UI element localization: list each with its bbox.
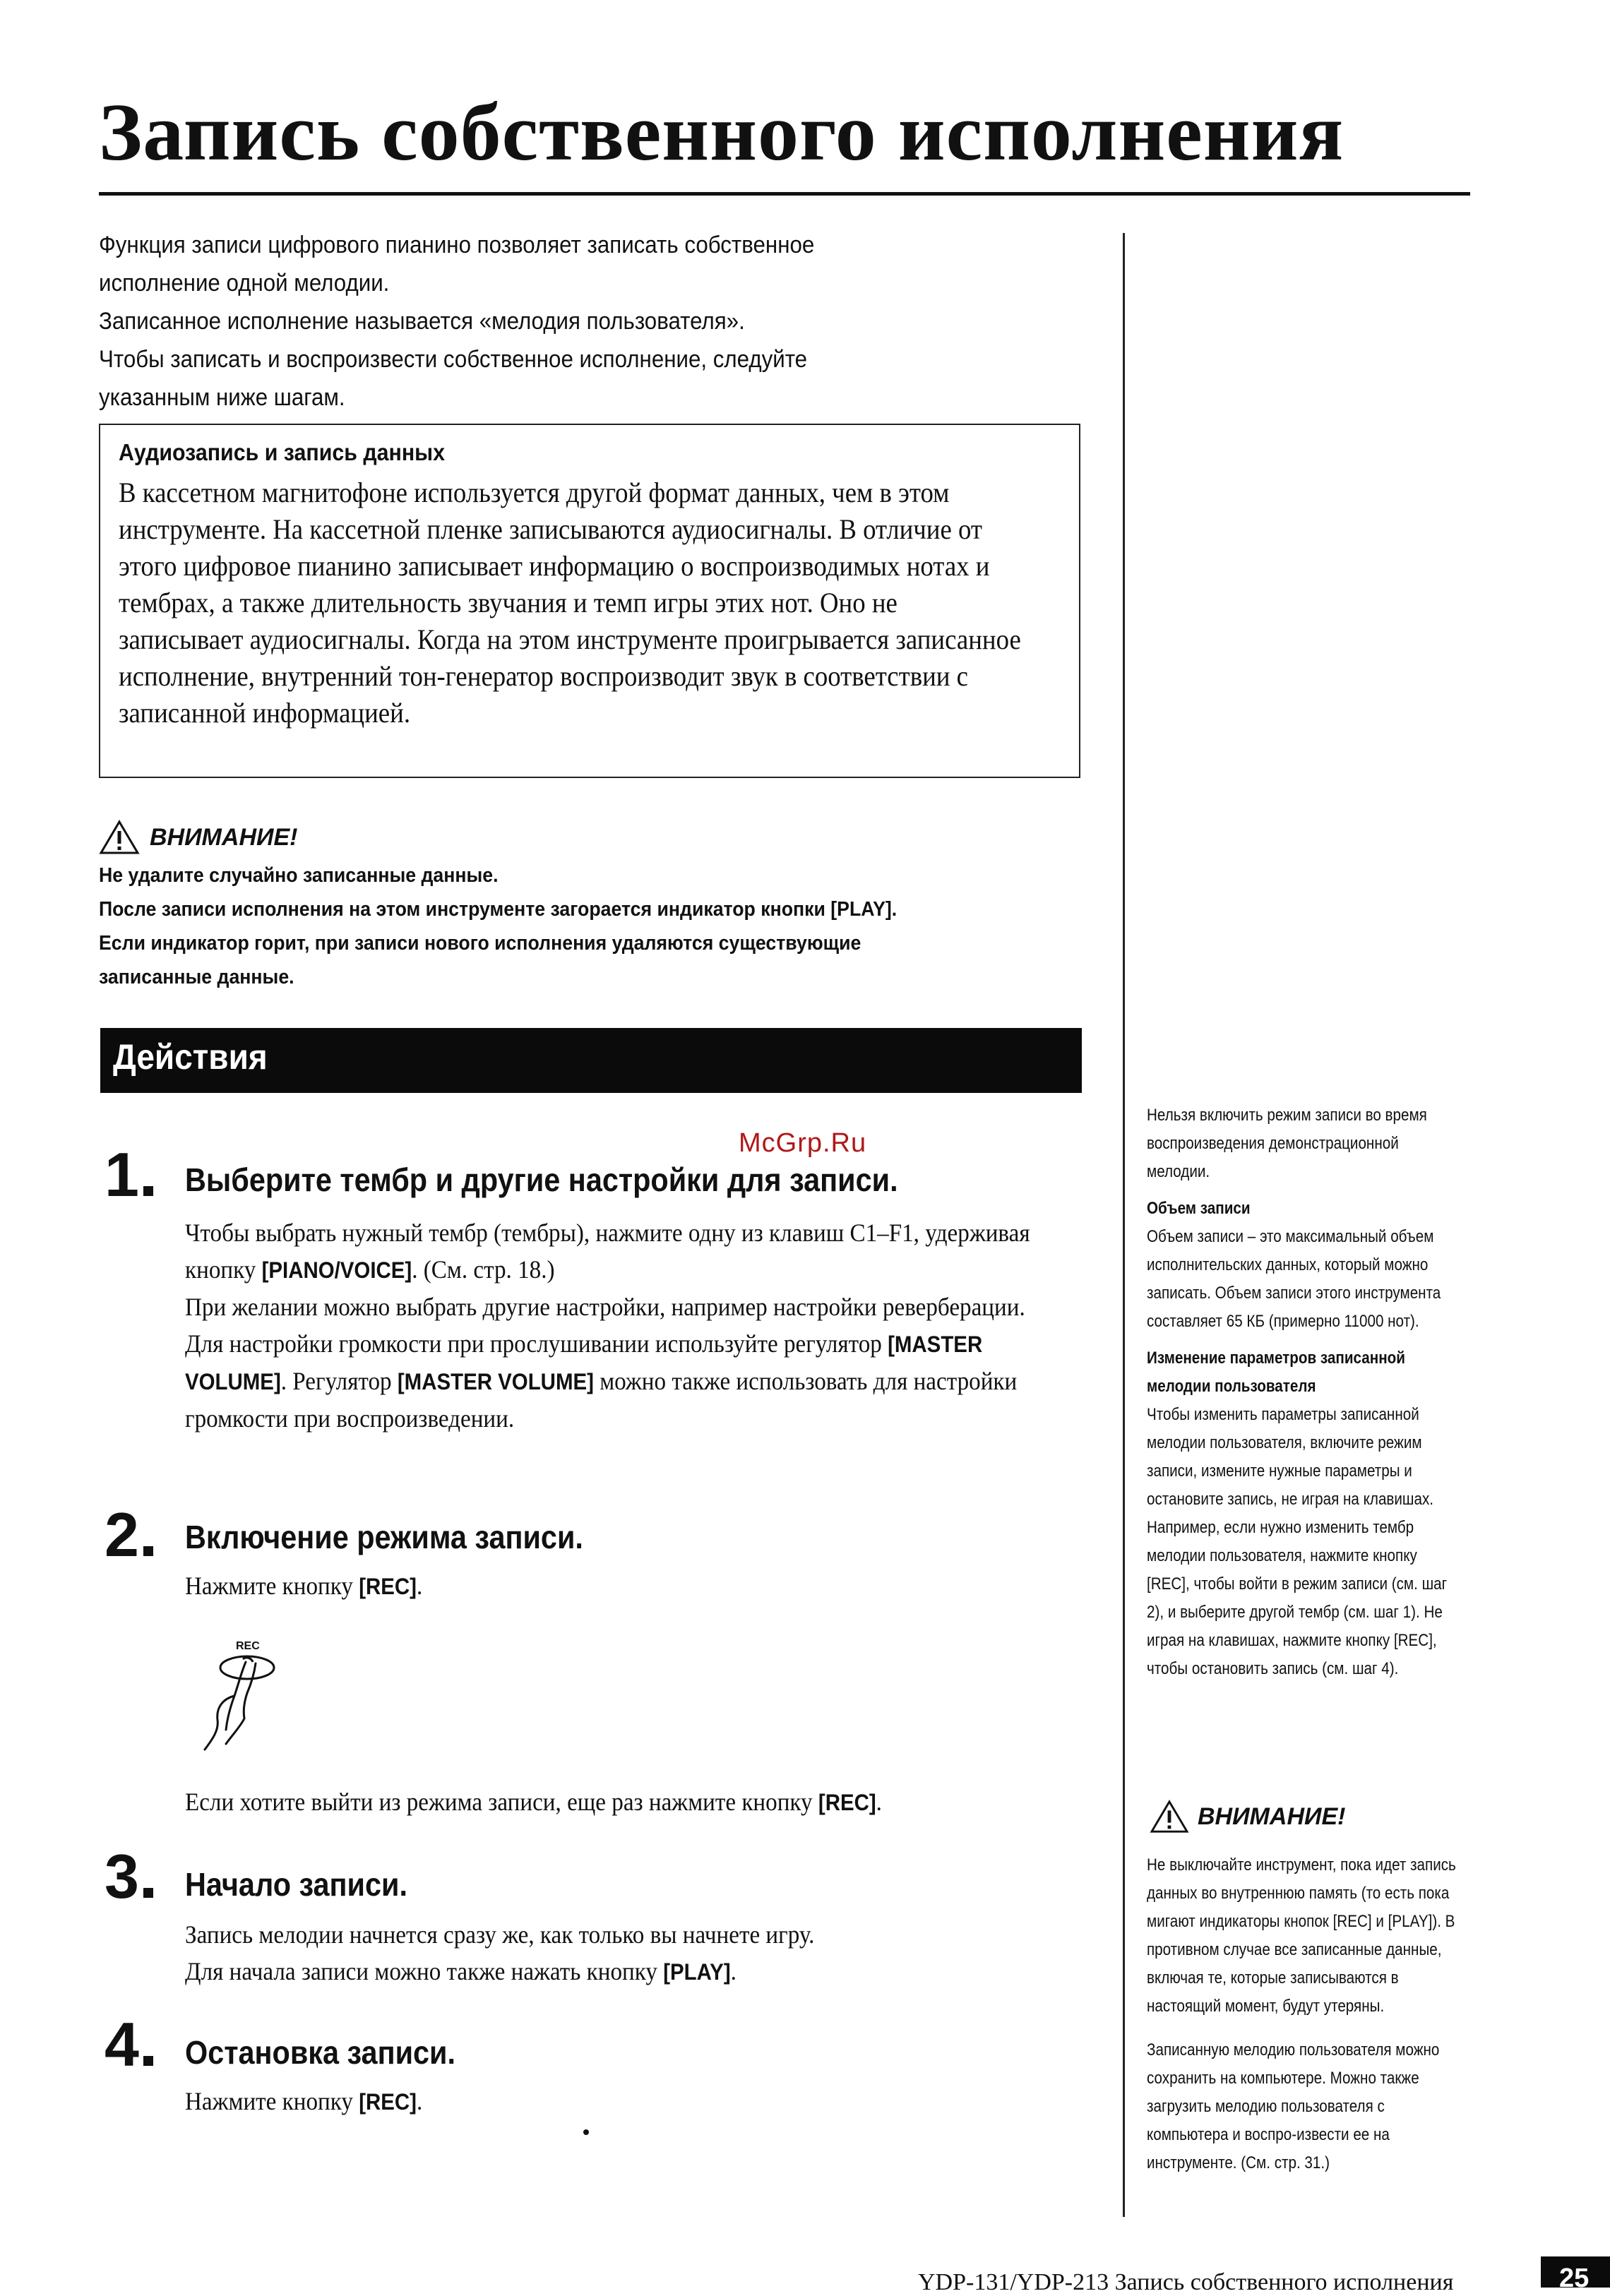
warning-body — [99, 859, 1021, 994]
text-run: Для настройки громкости при прослушивании используйте регулятор — [185, 1329, 888, 1358]
sidebar-warning-body: Не выключайте инструмент, пока идет запись данных во внутреннюю память (то есть пока мигают индикаторы кнопок [REC] и [PLAY]). В противном случае все записанные данные, включая те, которые записываются в настоящий момент, будут утеряны. — [1147, 1855, 1456, 2016]
step-paragraph — [185, 1783, 1068, 1821]
sidebar-note: Нельзя включить режим записи во время воспроизведения демонстрационной мелодии. — [1147, 1106, 1427, 1181]
step-paragraph — [185, 1567, 1068, 1605]
sidebar-note: Чтобы изменить параметры записанной мелодии пользователя, включите режим записи, измените нужные параметры и остановите запись, не играя на клавишах. Например, если нужно изменить тембр мелодии пользователя, нажмите кнопку [REC], чтобы войти в режим записи (см. шаг 2), и выберите другой тембр (см. шаг 1). Не играя на клавишах, нажмите кнопку [REC], чтобы остановить запись (см. шаг 4). — [1147, 1405, 1448, 1678]
step-paragraph — [185, 2083, 1068, 2120]
key-name: [MASTER VOLUME] — [397, 1369, 594, 1394]
title-rule — [99, 192, 1470, 196]
rec-button-press-illustration — [177, 1631, 304, 1758]
text-run: можно также использовать для настройки громкости при воспроизведении. — [185, 1367, 1018, 1433]
text-run: Нажмите кнопку — [185, 1572, 359, 1600]
info-box-body: В кассетном магнитофоне используется другой формат данных, чем в этом инструменте. На кассетной пленке записываются аудиосигналы. В отличие от этого цифровое пианино записывает информацию о воспроизводимых нотах и тембрах, а также длительность звучания и темп игры этих нот. Оно не записывает аудиосигналы. Когда на этом инструменте проигрывается записанное исполнение, внутренний тон-генератор воспроизводит звук в соответствии с записанной информацией. — [119, 477, 1021, 729]
step-number — [105, 1841, 153, 1911]
step-paragraph — [185, 1325, 1068, 1437]
step-body — [185, 1567, 1068, 1605]
step-number-value: 2 — [105, 1500, 139, 1569]
text-run: Для начала записи можно также нажать кнопку — [185, 1957, 664, 1985]
sidebar-notes — [1147, 1101, 1457, 1692]
step-number-dot — [143, 1888, 153, 1898]
step-body — [185, 2083, 1068, 2120]
column-divider — [1123, 233, 1125, 2217]
warning-heading — [99, 819, 297, 856]
info-box-title: Аудиозапись и запись данных — [119, 439, 445, 465]
intro-line: исполнение одной мелодии. — [99, 270, 390, 297]
step-number — [105, 1500, 153, 1569]
step-number — [105, 2009, 153, 2079]
step-title: Остановка записи. — [185, 2034, 456, 2071]
warning-line: После записи исполнения на этом инструменте загорается индикатор кнопки [PLAY]. — [99, 898, 898, 921]
step-number — [105, 1140, 153, 1209]
text-run: . — [876, 1788, 882, 1816]
section-heading: Действия — [113, 1037, 268, 1077]
intro-line: указанным ниже шагам. — [99, 384, 345, 411]
text-run: Если хотите выйти из режима записи, еще раз нажмите кнопку — [185, 1788, 818, 1816]
key-name: [REC] — [359, 2089, 417, 2115]
step-number-value: 1 — [105, 1140, 139, 1209]
warning-line: Если индикатор горит, при записи нового исполнения удаляются существующие — [99, 932, 861, 955]
step-paragraph: Запись мелодии начнется сразу же, как только вы начнете игру. — [185, 1920, 815, 1949]
sidebar-heading: Объем записи — [1147, 1199, 1251, 1218]
rec-button-icon — [220, 1656, 274, 1679]
text-run: . — [730, 1957, 737, 1985]
intro-line: Записанное исполнение называется «мелодия пользователя». — [99, 308, 745, 335]
step-title: Включение режима записи. — [185, 1519, 583, 1555]
step-number-value: 4 — [105, 2009, 139, 2079]
text-run: . — [416, 2087, 423, 2115]
warning-line: записанные данные. — [99, 966, 294, 988]
footer-text: YDP-131/YDP-213 Запись собственного исполнения — [918, 2269, 1454, 2295]
step-body — [185, 1214, 1068, 1437]
step-body — [185, 1916, 1068, 1990]
step-number-dot — [143, 1186, 153, 1196]
step-title: Начало записи. — [185, 1866, 407, 1903]
intro-line: Чтобы записать и воспроизвести собственное исполнение, следуйте — [99, 346, 808, 373]
sidebar-warning-heading — [1150, 1799, 1345, 1834]
sidebar-heading: Изменение параметров записанной мелодии пользователя — [1147, 1349, 1405, 1396]
step-paragraph — [185, 1214, 1068, 1288]
step-paragraph: При желании можно выбрать другие настройки, например настройки реверберации. — [185, 1293, 1025, 1321]
step-paragraph — [185, 1953, 1068, 1990]
text-run: Чтобы выбрать нужный тембр (тембры), нажмите одну из клавиш C1–F1, удерживая кнопку — [185, 1219, 1030, 1284]
text-run: . — [416, 1572, 423, 1600]
rec-button-label: REC — [236, 1640, 260, 1652]
warning-heading-label: ВНИМАНИЕ! — [1198, 1802, 1346, 1830]
sidebar-note: Объем записи – это максимальный объем исполнительских данных, который можно записать. Объем записи этого инструмента составляет 65 КБ (примерно 11000 нот). — [1147, 1227, 1441, 1331]
key-name: [REC] — [359, 1574, 417, 1599]
page-title: Запись собственного исполнения — [99, 88, 1344, 178]
warning-heading-label: ВНИМАНИЕ! — [150, 823, 298, 851]
page-number: 25 — [1559, 2264, 1590, 2293]
sidebar-notes-lower — [1147, 1851, 1457, 2193]
warning-line: Не удалите случайно записанные данные. — [99, 864, 499, 887]
step-number-dot — [143, 1546, 153, 1556]
key-name: [PLAY] — [663, 1959, 731, 1985]
text-run: . Регулятор — [280, 1367, 398, 1395]
step-title: Выберите тембр и другие настройки для записи. — [185, 1161, 898, 1198]
section-heading-bar — [100, 1028, 1082, 1093]
key-name: [PIANO/VOICE] — [261, 1257, 412, 1283]
text-run: . (См. стр. 18.) — [412, 1255, 555, 1284]
intro-text — [99, 226, 1008, 417]
step-body — [185, 1783, 1068, 1821]
step-number-value: 3 — [105, 1841, 139, 1911]
key-name: [MASTER VOLUME] — [185, 1332, 983, 1394]
text-run: Нажмите кнопку — [185, 2087, 359, 2115]
warning-triangle-icon — [1150, 1799, 1189, 1834]
page-number-box — [1541, 2256, 1610, 2293]
scan-speck — [583, 2129, 589, 2135]
watermark: McGrp.Ru — [739, 1128, 867, 1158]
warning-triangle-icon — [99, 819, 140, 856]
sidebar-note: Записанную мелодию пользователя можно сохранить на компьютере. Можно также загрузить мелодию пользователя с компьютера и воспро-извести ее на инструменте. (См. стр. 31.) — [1147, 2040, 1440, 2172]
step-number-dot — [143, 2056, 153, 2066]
key-name: [REC] — [818, 1790, 876, 1815]
info-box — [99, 424, 1080, 778]
intro-line: Функция записи цифрового пианино позволяет записать собственное — [99, 232, 815, 258]
